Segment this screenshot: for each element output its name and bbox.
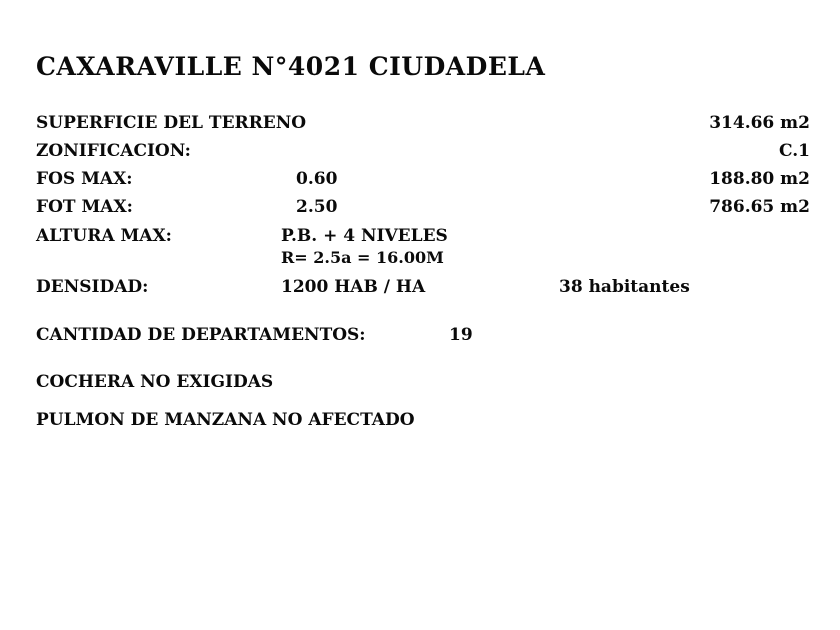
superficie-row [36, 113, 810, 137]
zonificacion-row [36, 141, 810, 165]
fos-coef: 0.60 [296, 169, 338, 189]
zonificacion-value: C.1 [779, 141, 810, 161]
fot-coef: 2.50 [296, 197, 338, 217]
superficie-value: 314.66 m2 [709, 113, 810, 133]
densidad-habitantes: 38 habitantes [559, 277, 690, 297]
zonificacion-label: ZONIFICACION: [36, 141, 191, 161]
pulmon-row [36, 410, 810, 434]
densidad-value: 1200 HAB / HA [281, 277, 426, 297]
superficie-label: SUPERFICIE DEL TERRENO [36, 113, 307, 133]
fot-area: 786.65 m2 [709, 197, 810, 217]
densidad-row [36, 277, 810, 301]
fot-row [36, 197, 810, 221]
fos-row [36, 169, 810, 193]
fot-label: FOT MAX: [36, 197, 133, 217]
fos-label: FOS MAX: [36, 169, 133, 189]
departamentos-label: CANTIDAD DE DEPARTAMENTOS: [36, 325, 366, 345]
altura-metros: R= 2.5a = 16.00M [281, 248, 444, 267]
altura-label: ALTURA MAX: [36, 226, 172, 246]
altura-row [36, 226, 810, 272]
departamentos-value: 19 [449, 325, 473, 345]
fos-area: 188.80 m2 [709, 169, 810, 189]
departamentos-row [36, 325, 810, 349]
cochera-row [36, 372, 810, 396]
altura-niveles: P.B. + 4 NIVELES [281, 226, 448, 246]
pulmon-text: PULMON DE MANZANA NO AFECTADO [36, 410, 415, 430]
cochera-text: COCHERA NO EXIGIDAS [36, 372, 274, 392]
page-title: CAXARAVILLE N°4021 CIUDADELA [36, 52, 546, 81]
densidad-label: DENSIDAD: [36, 277, 149, 297]
